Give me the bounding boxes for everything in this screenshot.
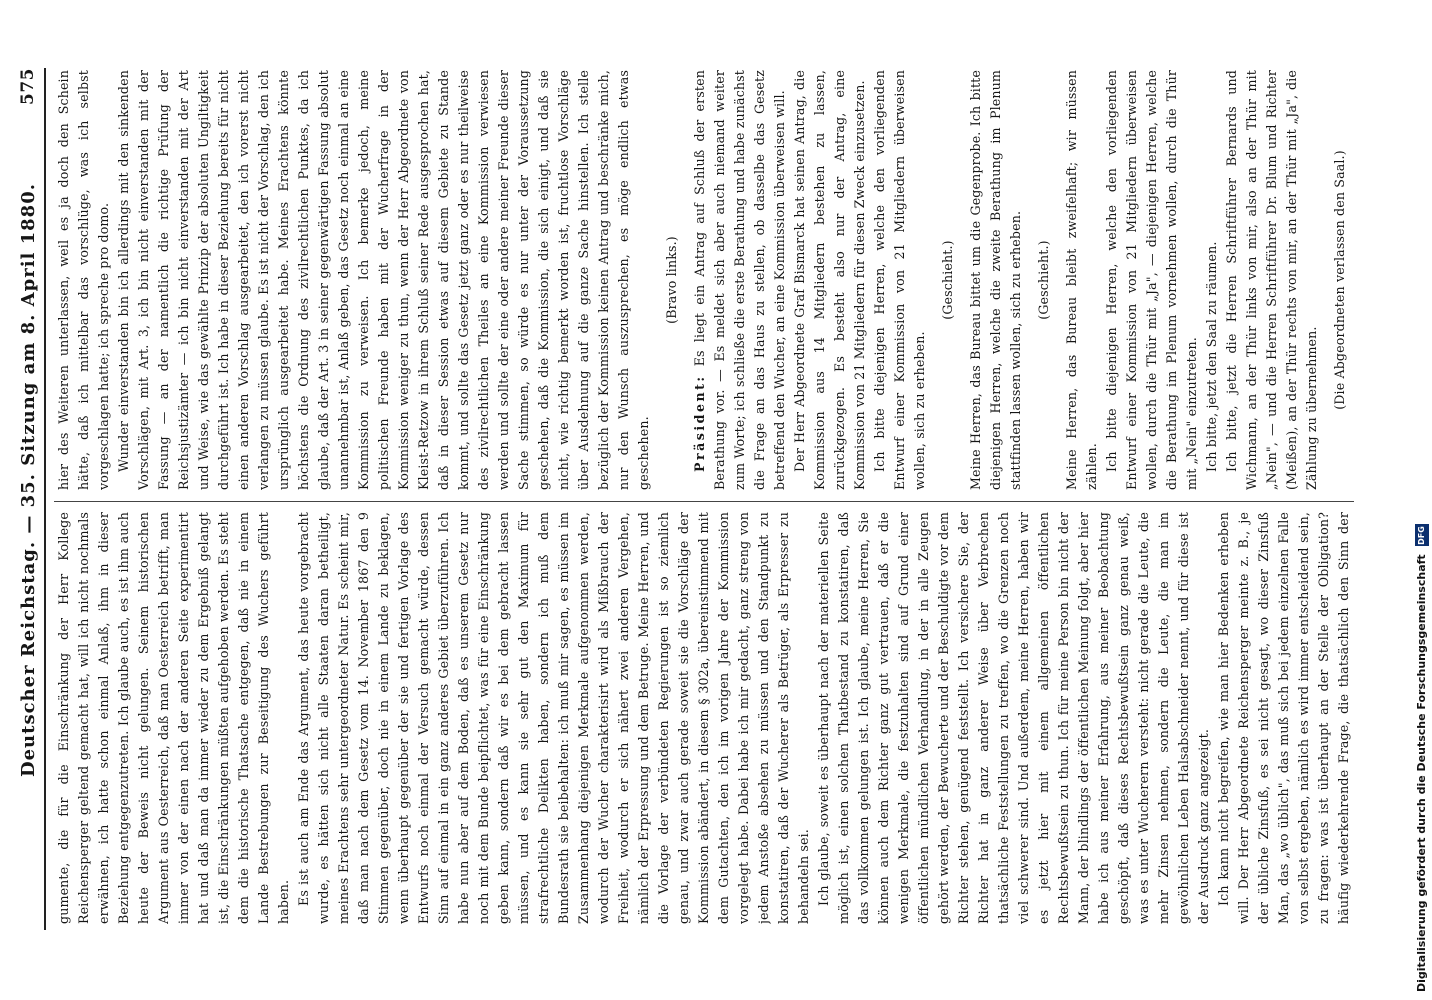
paragraph (114, 70, 654, 490)
paragraph (870, 70, 930, 490)
paragraph (54, 70, 114, 490)
paragraph (294, 512, 814, 924)
running-head: Deutscher Reichstag. — 35. Sitzung am 8. April 1880. (18, 183, 39, 777)
paragraph (1222, 70, 1322, 490)
paragraph-text: Ich bitte, jetzt den Saal zu räumen. (1204, 241, 1219, 472)
paragraph (1214, 512, 1354, 924)
left-column (54, 512, 1354, 924)
right-column (54, 70, 1354, 490)
paragraph (1034, 70, 1054, 490)
paragraph-text: (Bravo links.) (664, 236, 679, 324)
paragraph (54, 512, 294, 924)
paragraph (662, 70, 682, 490)
paragraph (966, 70, 1026, 490)
paragraph-text: Ich bitte diejenigen Herren, welche den vorliegenden Entwurf einer Kommission von 21 Mitgliedern überweisen wollen, sich zu erheben. (872, 70, 927, 490)
paragraph-text: Ich kann nicht begreifen, wie man hier Bedenken erheben will. Der Herr Abgeordnete Reichensperger meinte z. B., je der übliche Zinsfuß, es sei nicht gesagt, wo dieser Zinsfuß Man, das „wo üblich", das muß sich bei jedem einzelnen Falle von selbst ergeben, nämlich es wird immer entscheidend sein, zu fragen: was ist überhaupt an der Stelle der Obligation? häufig wiederkehrende Frage, die thatsächlich den Sinn der (1216, 512, 1351, 924)
paragraph-text: Wunder einverstanden bin ich allerdings mit den sinkenden Vorschlägen, mit Art. 3, ich bin nicht einverstanden mit der Fassung — an der namentlich die richtige Prüfung der Reichsjustizämter — ich bin nicht einverstanden mit der Art und Weise, wie das gewählte Prinzip der absoluten Ungiltigkeit durchgeführt ist. Ich habe in dieser Beziehung bereits für nicht einen anderen Vorschlag ausgearbeitet, den ich vorerst nicht verlangen zu müssen glaube. Es ist nicht der Vorschlag, den ich ursprünglich ausgearbeitet habe. Meines Erachtens könnte höchstens die Ordnung des zivilrechtlichen Punktes, da ich glaube, daß der Art. 3 in seiner gegenwärtigen Fassung absolut unannehmbar ist, Anlaß geben, das Gesetz noch einmal an eine Kommission zu verweisen. Ich bemerke jedoch, meine politischen Freunde haben mit der Wucherfrage in der Kommission weniger zu thun, wenn der Herr Abgeordnete von Kleist-Retzow in ihrem Schluß seiner Rede ausgesprochen hat, daß in dieser Session etwas auf diesem Gebiete zu Stande kommt, und sollte das Gesetz jetzt ganz oder es nur theilweise des zivilrechtlichen Theiles an eine Kommission verwiesen werden und sollte der eine oder andere meiner Freunde dieser Sache stimmen, so würde es nur unter der Voraussetzung geschehen, daß die Kommission, die sich einigt, und daß sie nicht, wie richtig bemerkt worden ist, fruchtlose Vorschläge über Ausdehnung auf die ganze Sache hinstellen. Ich stelle bezüglich der Kommission keinen Antrag und beschränke mich, nur den Wunsch auszusprechen, es möge endlich etwas geschehen. (116, 70, 651, 490)
speaker-label: Präsident: (692, 374, 707, 472)
paragraph (814, 512, 1214, 924)
paragraph (790, 70, 870, 490)
paragraph-text: (Geschieht.) (1036, 240, 1051, 320)
page-number: 575 (18, 68, 38, 105)
digitization-credit-text: Digitalisierung gefördert durch die Deutsche Forschungsgemeinschaft (1415, 554, 1428, 992)
paragraph-text: Meine Herren, das Bureau bittet um die Gegenprobe. Ich bitte diejenigen Herren, welche die zweite Berathung im Plenum stattfinden lassen wollen, sich zu erheben. (968, 70, 1023, 490)
paragraph-text: Ich bitte, jetzt die Herren Schriftführer Bernards und Wichmann, an der Thür links von mir, also an der Thür mit „Nein", — und die Herren Schriftführer Dr. Blum und Richter (Meißen), an der Thür rechts von mir, an der Thür mit „Ja", die Zählung zu übernehmen. (1224, 70, 1319, 490)
paragraph (1102, 70, 1202, 490)
column-divider (54, 501, 1354, 502)
paragraph-text: (Geschieht.) (940, 240, 955, 320)
dfg-logo: DFG (1415, 524, 1429, 546)
paragraph-text: hier des Weiteren unterlassen, weil es ja doch den Schein hätte, daß ich mittelbar das vorschlüge, was ich selbst vorgeschlagen hatte; ich spreche pro domo. (56, 70, 111, 490)
paragraph (1330, 70, 1350, 490)
paragraph (1202, 70, 1222, 490)
paragraph (690, 70, 790, 490)
digitization-credit (1412, 0, 1432, 1000)
paragraph-text: Der Herr Abgeordnete Graf Bismarck hat seinen Antrag, die Kommission aus 14 Mitgliedern bestehen zu lassen, zurückgezogen. Es besteht also nur der Antrag, eine Kommission von 21 Mitgliedern für diesen Zweck einzusetzen. (792, 70, 867, 490)
paragraph-text: Es liegt ein Antrag auf Schluß der ersten Berathung vor. — Es meldet sich aber auch niemand weiter zum Worte; ich schließe die erste Berathung und habe zunächst die Frage an das Haus zu stellen, ob dasselbe das Gesetz betreffend den Wucher, an eine Kommission überweisen will. (692, 70, 787, 490)
header-rule (44, 68, 46, 930)
paragraph-text: Meine Herren, das Bureau bleibt zweifelhaft; wir müssen zählen. (1064, 70, 1099, 490)
paragraph-text: (Die Abgeordneten verlassen den Saal.) (1332, 150, 1347, 410)
paragraph-text: Ich bitte diejenigen Herren, welche den vorliegenden Entwurf einer Kommission von 21 Mitgliedern überweisen wollen, durch die Thür mit „Ja", — diejenigen Herren, welche die Berathung im Plenum vornehmen wollen, durch die Thür mit „Nein" einzutreten. (1104, 70, 1199, 490)
paragraph-text: gumente, die für die Einschränkung der Herr Kollege Reichensperger geltend gemacht hat, will ich nicht nochmals erwähnen, ich hatte schon einmal Anlaß, ihm in dieser Beziehung entgegenzutreten. Ich glaube auch, es ist ihm auch heute der Beweis nicht gelungen. Seinem historischen Argument aus Oesterreich, daß man Oesterreich betrifft, man immer von der einen nach der anderen Seite experimentirt hat und daß man da immer wieder zu dem Ergebniß gelangt ist, die Einschränkungen müßten aufgehoben werden. Es steht dem die historische Thatsache entgegen, daß nie in einem Lande Bestrebungen zur Beseitigung des Wuchers geführt haben. (56, 512, 291, 924)
paragraph (1062, 70, 1102, 490)
paragraph-text: Ich glaube, soweit es überhaupt nach der materiellen Seite möglich ist, einen solchen Thatbestand zu konstatiren, daß das vollkommen gelungen ist. Ich glaube, meine Herren, Sie können auch dem Richter ganz gut vertrauen, daß er die wenigen Merkmale, die festzuhalten sind auf Grund einer öffentlichen mündlichen Verhandlung, in der in alle Zeugen gehört werden, der Bewucherte und der Beschuldigte vor dem Richter stehen, genügend feststellt. Ich versichere Sie, der Richter hat in ganz anderer Weise über Verbrechen thatsächliche Feststellungen zu treffen, wo die Grenzen noch viel schwerer sind. Und außerdem, meine Herren, haben wir es jetzt hier mit einem allgemeinen öffentlichen Rechtsbewußtsein zu thun. Ich für meine Person bin nicht der Mann, der blindlings der öffentlichen Meinung folgt, aber hier habe ich aus meiner Erfahrung, aus meiner Beobachtung geschöpft, daß dieses Rechtsbewußtsein ganz genau weiß, was es unter Wucherern versteht: nicht gerade die Leute, die mehr Zinsen nehmen, sondern die Leute, die man im gewöhnlichen Leben Halsabschneider nennt, und für diese ist der Ausdruck ganz angezeigt. (816, 512, 1211, 924)
paragraph (938, 70, 958, 490)
paragraph-text: Es ist auch am Ende das Argument, das heute vorgebracht wurde, es hätten sich nicht alle Staaten daran betheiligt, meines Erachtens sehr untergeordneter Natur. Es scheint mir, daß man nach dem Gesetz vom 14. November 1867 den 9 Stimmen gegenüber, doch nie in einem Lande zu beklagen, wenn überhaupt gegenüber der sie und fertigen Vorlage des Entwurfs noch einmal der Versuch gemacht würde, dessen Sinn auf einmal in ein ganz anderes Gebiet überzuführen. Ich habe nun aber auf dem Boden, daß es unserem Gesetz nur noch mit dem Bunde beipflichtet, was für eine Einschränkung geben kann, sondern daß wir es bei dem gebracht lassen müssen, und es kann sie sehr gut den Maximum für strafrechtliche Delikten haben, sondern ich muß dem Bundesrath sie beibehalten: ich muß mir sagen, es müssen im Zusammenhang diejenigen Merkmale aufgenommen werden, wodurch der Wucher charakterisirt wird als Mißbrauch der Freiheit, wodurch er sich nähert zwei anderen Vergehen, nämlich der Erpressung und dem Betruge. Meine Herren, und die Vorlage der verbündeten Regierungen ist so ziemlich genau, und zwar auch gerade soweit sie die Vorschläge der Kommission abändert, in diesem § 302a, übereinstimmend mit dem Gutachten, den ich im vorigen Jahre der Kommission vorgelegt habe. Dabei habe ich mir gedacht, ganz streng von jedem Anstoße absehen zu müssen und den Standpunkt zu konstatiren, daß der Wucherer als Betrüger, als Erpresser zu behandeln sei. (296, 512, 811, 924)
